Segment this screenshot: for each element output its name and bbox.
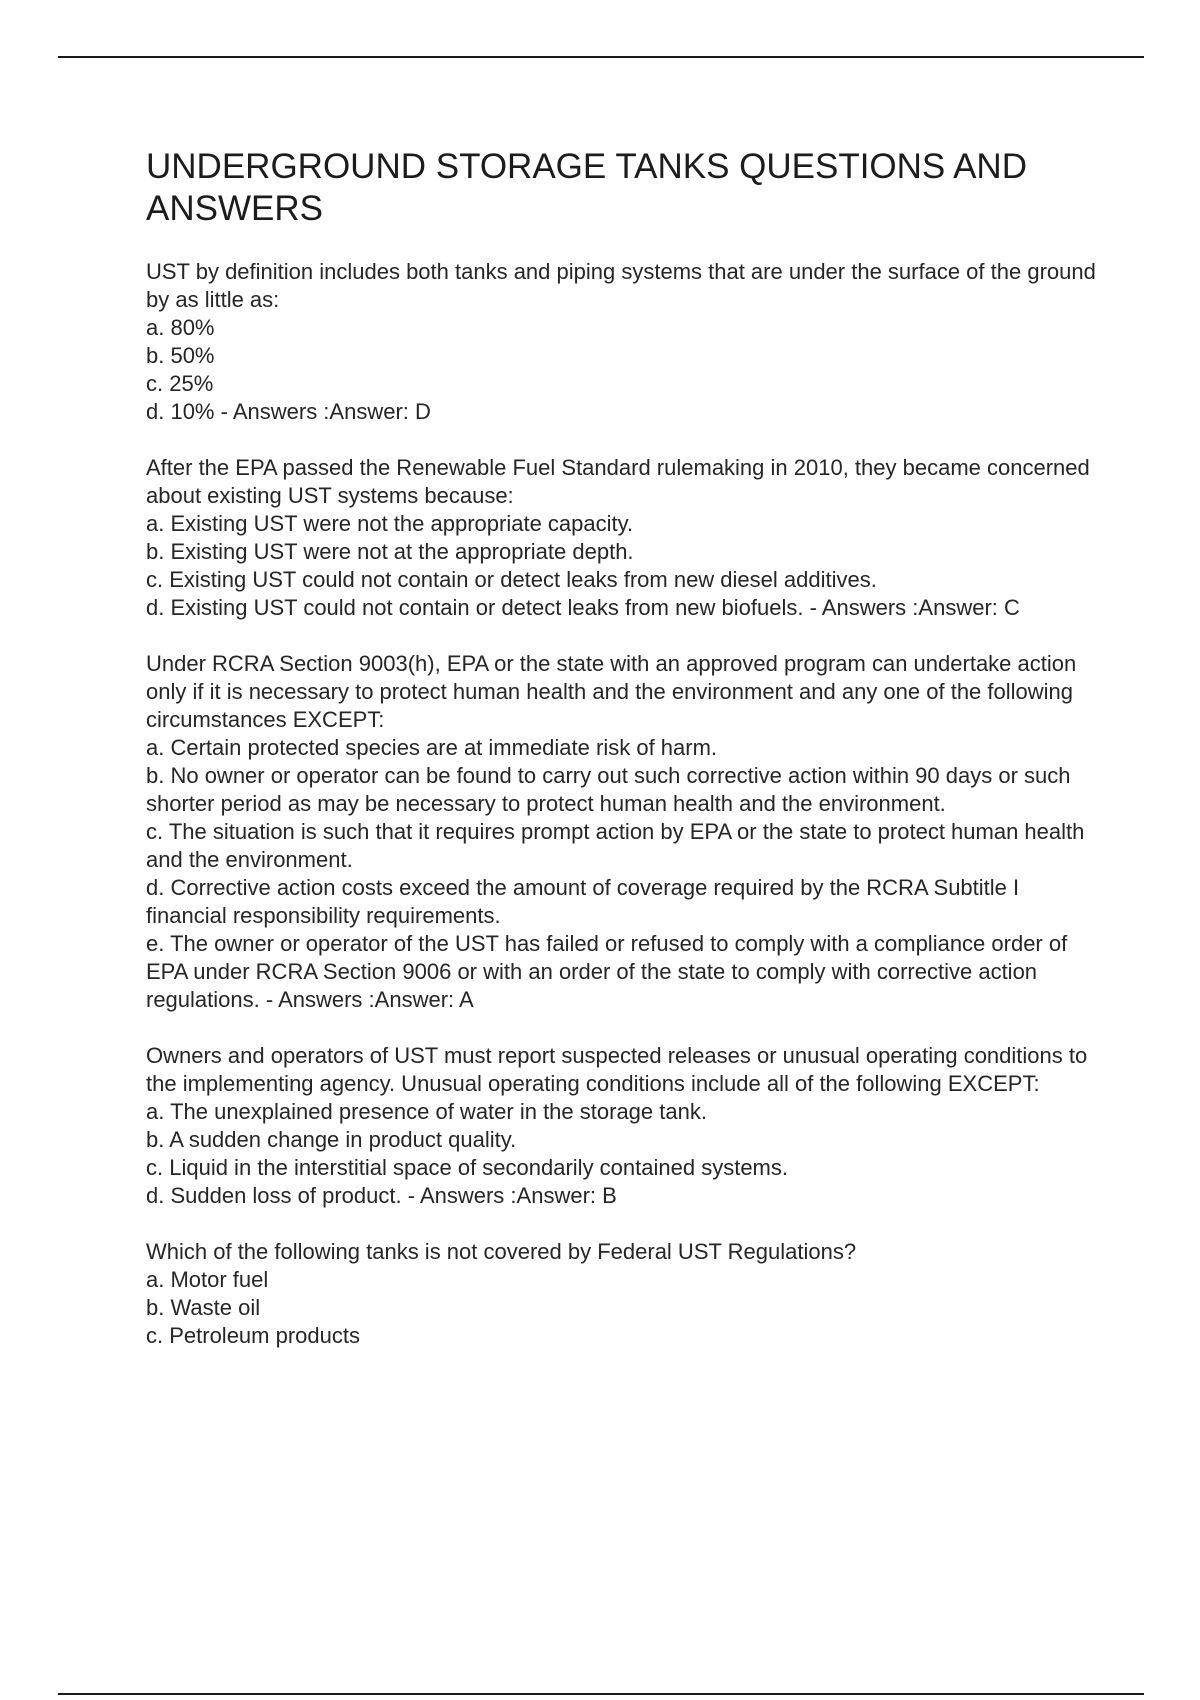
- answer-option: c. The situation is such that it requires prompt action by EPA or the state to protect human health and the environment.: [146, 819, 1085, 872]
- answer-option: b. Waste oil: [146, 1295, 261, 1320]
- question-block: [146, 1238, 1096, 1350]
- top-rule: [58, 56, 1144, 58]
- question-stem: UST by definition includes both tanks and piping systems that are under the surface of the ground by as little as:: [146, 259, 1096, 312]
- question-block: [146, 258, 1096, 426]
- answer-option: c. Existing UST could not contain or detect leaks from new diesel additives.: [146, 567, 877, 592]
- question-block: [146, 454, 1096, 622]
- answer-option: d. Existing UST could not contain or detect leaks from new biofuels. - Answers :Answer: C: [146, 595, 1020, 620]
- answer-option: b. 50%: [146, 343, 215, 368]
- bottom-rule: [58, 1693, 1144, 1695]
- answer-option: b. Existing UST were not at the appropriate depth.: [146, 539, 634, 564]
- answer-option: b. A sudden change in product quality.: [146, 1127, 517, 1152]
- answer-option: e. The owner or operator of the UST has failed or refused to comply with a compliance order of EPA under RCRA Section 9006 or with an order of the state to comply with corrective action regulations. - Answers :Answer: A: [146, 931, 1068, 1012]
- document-title: UNDERGROUND STORAGE TANKS QUESTIONS AND ANSWERS: [146, 147, 1027, 228]
- answer-option: a. Motor fuel: [146, 1267, 269, 1292]
- answer-option: d. Sudden loss of product. - Answers :Answer: B: [146, 1183, 617, 1208]
- question-stem: Owners and operators of UST must report suspected releases or unusual operating conditions to the implementing agency. Unusual operating conditions include all of the following EXCEPT:: [146, 1043, 1088, 1096]
- answer-option: a. 80%: [146, 315, 215, 340]
- answer-option: d. 10% - Answers :Answer: D: [146, 399, 431, 424]
- question-block: [146, 650, 1096, 1014]
- answer-option: a. Existing UST were not the appropriate capacity.: [146, 511, 634, 536]
- answer-option: a. The unexplained presence of water in the storage tank.: [146, 1099, 707, 1124]
- question-block: [146, 1042, 1096, 1210]
- question-stem: Under RCRA Section 9003(h), EPA or the state with an approved program can undertake action only if it is necessary to protect human health and the environment and any one of the following circumstances EXCEPT:: [146, 651, 1077, 732]
- answer-option: c. Liquid in the interstitial space of secondarily contained systems.: [146, 1155, 788, 1180]
- answer-option: b. No owner or operator can be found to carry out such corrective action within 90 days or such shorter period as may be necessary to protect human health and the environment.: [146, 763, 1071, 816]
- question-stem: After the EPA passed the Renewable Fuel Standard rulemaking in 2010, they became concerned about existing UST systems because:: [146, 455, 1090, 508]
- answer-option: c. 25%: [146, 371, 214, 396]
- document-body: [146, 146, 1096, 1378]
- answer-option: a. Certain protected species are at immediate risk of harm.: [146, 735, 718, 760]
- question-stem: Which of the following tanks is not covered by Federal UST Regulations?: [146, 1239, 857, 1264]
- answer-option: c. Petroleum products: [146, 1323, 360, 1348]
- answer-option: d. Corrective action costs exceed the amount of coverage required by the RCRA Subtitle I financial responsibility requirements.: [146, 875, 1020, 928]
